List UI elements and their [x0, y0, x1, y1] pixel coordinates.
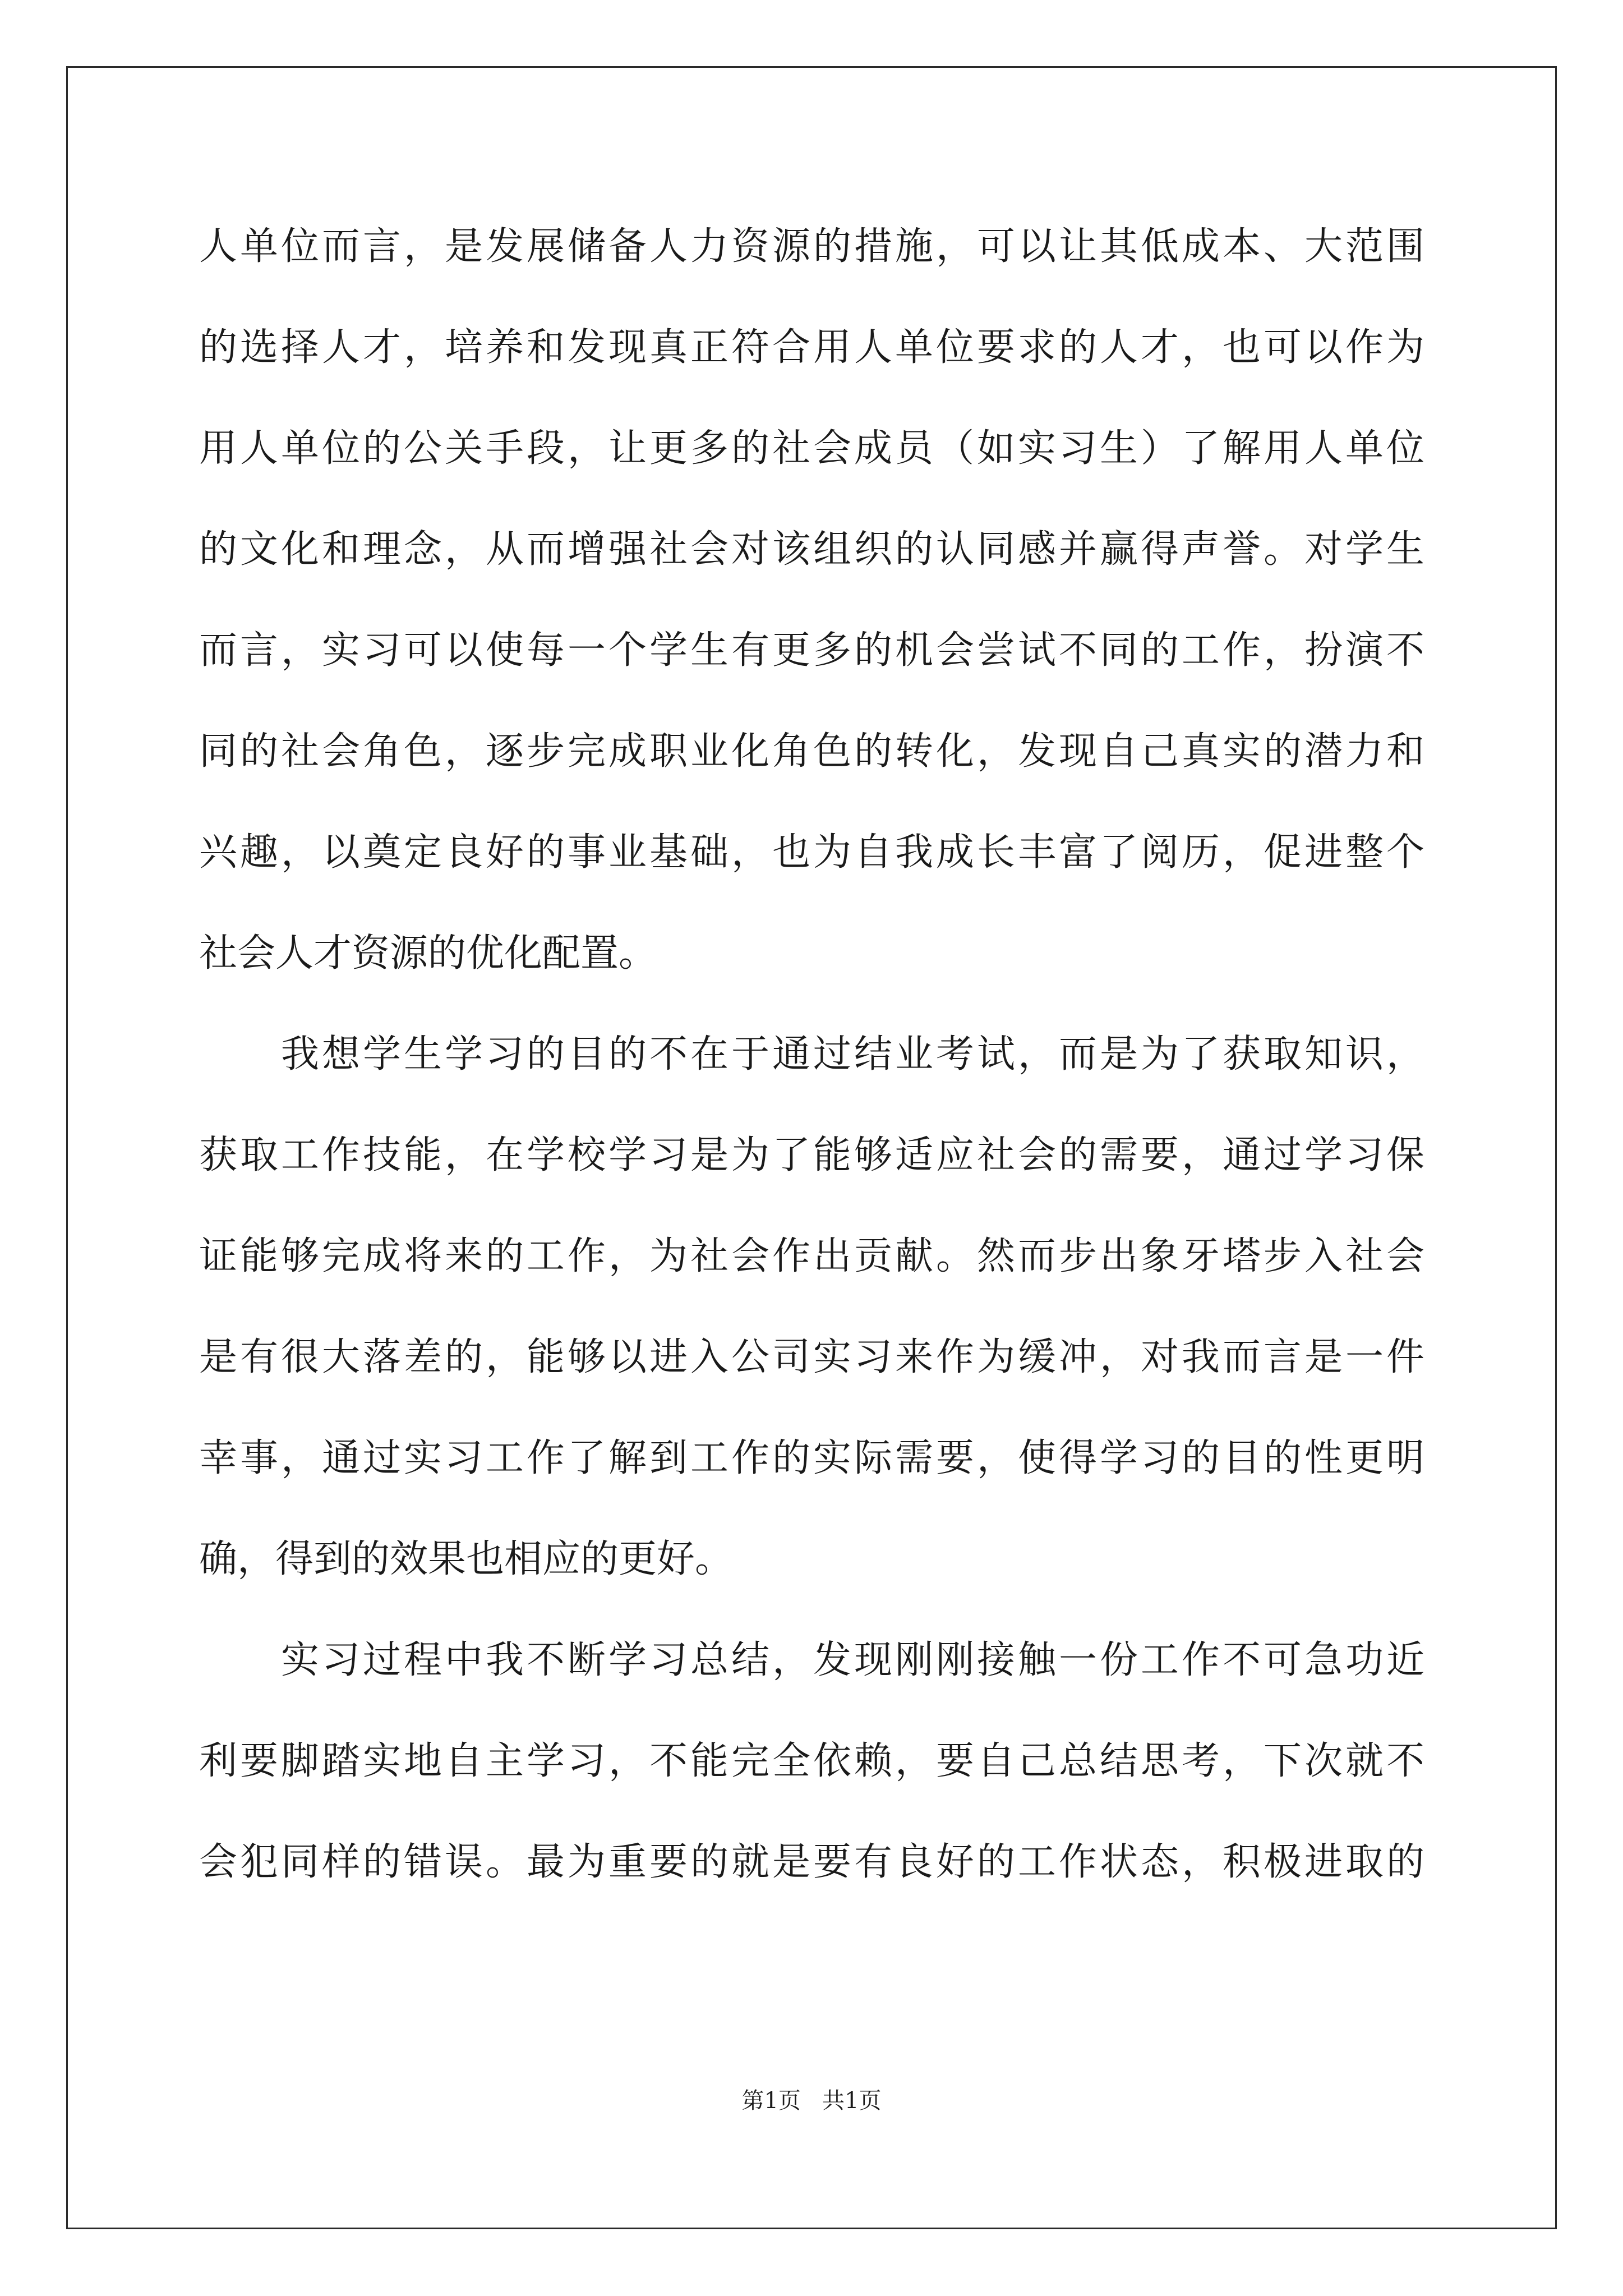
text-line: 的选择人才，培养和发现真正符合用人单位要求的人才，也可以作为	[199, 325, 1424, 370]
text-line: 确，得到的效果也相应的更好。	[199, 1537, 734, 1581]
text-line: 的文化和理念，从而增强社会对该组织的认同感并赢得声誉。对学生	[199, 527, 1424, 572]
text-line: 幸事，通过实习工作了解到工作的实际需要，使得学习的目的性更明	[199, 1436, 1424, 1480]
text-line: 证能够完成将来的工作，为社会作出贡献。然而步出象牙塔步入社会	[199, 1234, 1424, 1278]
text-line: 利要脚踏实地自主学习，不能完全依赖，要自己总结思考，下次就不	[199, 1739, 1424, 1783]
text-line: 而言，实习可以使每一个学生有更多的机会尝试不同的工作，扮演不	[199, 628, 1424, 673]
text-line: 实习过程中我不断学习总结，发现刚刚接触一份工作不可急功近	[199, 1638, 1424, 1682]
text-line: 是有很大落差的，能够以进入公司实习来作为缓冲，对我而言是一件	[199, 1335, 1424, 1379]
text-line: 用人单位的公关手段，让更多的社会成员（如实习生）了解用人单位	[199, 426, 1424, 471]
text-line: 社会人才资源的优化配置。	[199, 931, 657, 976]
text-line: 同的社会角色，逐步完成职业化角色的转化，发现自己真实的潜力和	[199, 729, 1424, 774]
text-line: 人单位而言，是发展储备人力资源的措施，可以让其低成本、大范围	[199, 224, 1424, 269]
page-footer: 第1页 共1页	[741, 2088, 882, 2114]
text-line: 兴趣，以奠定良好的事业基础，也为自我成长丰富了阅历，促进整个	[199, 830, 1424, 875]
text-line: 会犯同样的错误。最为重要的就是要有良好的工作状态，积极进取的	[199, 1840, 1424, 1884]
text-line: 我想学生学习的目的不在于通过结业考试，而是为了获取知识，	[199, 1032, 1424, 1076]
text-line: 获取工作技能，在学校学习是为了能够适应社会的需要，通过学习保	[199, 1133, 1424, 1177]
